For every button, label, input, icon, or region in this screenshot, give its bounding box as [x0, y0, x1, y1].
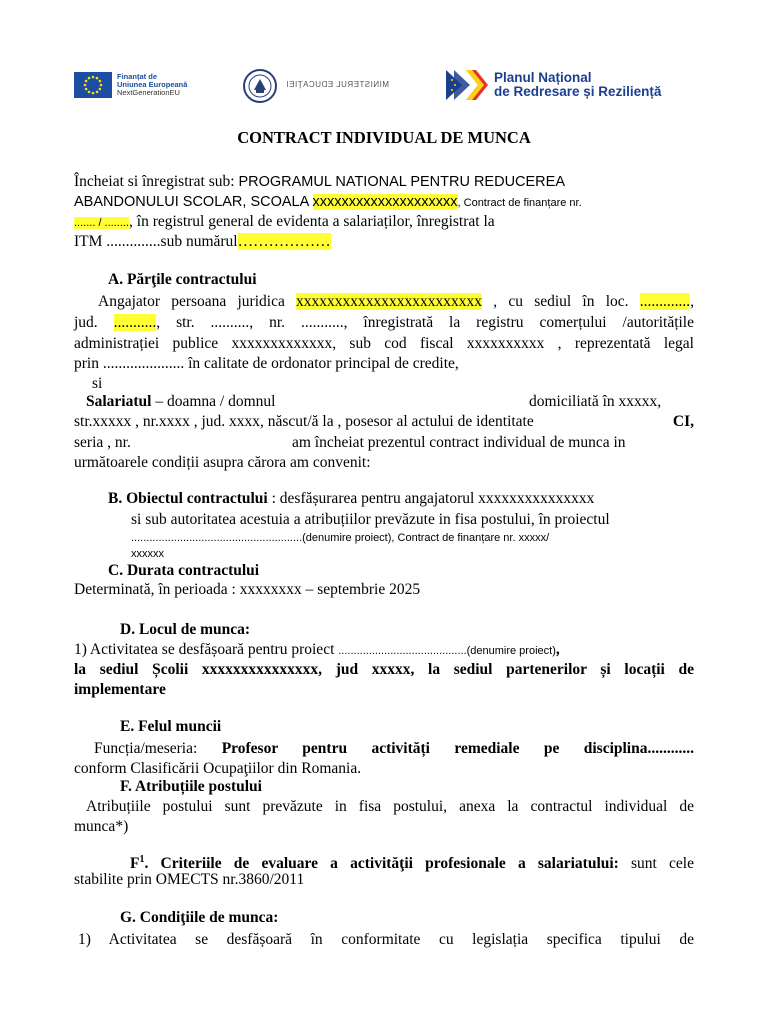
itm-label: ITM ..............sub numărul — [74, 233, 238, 250]
text: 1) Activitatea se desfășoară pentru proiect — [74, 641, 339, 658]
section-f-line-1: Atribuțiile postului sunt prevăzute in fisa postului, anexa la contractul individual de — [86, 798, 694, 815]
text: , — [555, 641, 560, 658]
section-a-line-8: următoarele condiții asupra cărora am convenit: — [74, 454, 371, 471]
text: Angajator persoana juridica — [98, 293, 297, 310]
intro-line-4 — [74, 232, 694, 252]
section-a-line-7 — [74, 433, 694, 453]
section-c-line-1: Determinată, în perioada : xxxxxxxx – septembrie 2025 — [74, 581, 421, 598]
employer-locality: ............. — [639, 293, 691, 310]
employee-label: Salariatul — [86, 393, 152, 410]
project-name: ..........................................(denumire proiect) — [338, 645, 556, 657]
section-e-line-2: conform Clasificării Ocupaţiilor din Romania. — [74, 760, 362, 777]
employer-county: ........... — [113, 314, 157, 331]
text: sunt cele — [618, 855, 694, 873]
section-d-line-2: la sediul Școlii xxxxxxxxxxxxxxx, jud xxxxx, la sediul partenerilor și locații de — [74, 661, 694, 678]
text: seria , nr. — [74, 434, 131, 451]
section-f1-heading: . Criteriile de evaluare a activităţii profesionale a salariatului: — [144, 855, 619, 873]
section-g-heading: G. Condiţiile de munca: — [120, 909, 279, 926]
eu-text-line2: Uniunea Europeană — [117, 80, 188, 89]
section-e-heading: E. Felul muncii — [120, 718, 222, 735]
pnrr-text-line1: Planul Național — [494, 70, 592, 85]
employer-name: xxxxxxxxxxxxxxxxxxxxxxxx — [296, 293, 483, 310]
section-a-heading: A. Părţile contractului — [108, 271, 257, 288]
section-a-line-6 — [74, 412, 694, 432]
text: str.xxxxx , nr.xxxx , jud. xxxx, născut/ă la , posesor al actului de identitate — [74, 413, 534, 430]
eu-text-line1: Finanțat de — [117, 72, 158, 81]
section-b-line-1 — [108, 489, 694, 509]
section-a-line-1 — [98, 292, 694, 312]
text: jud. — [74, 314, 114, 331]
section-a-line-3: administrației publice xxxxxxxxxxxxx, sub cod fiscal xxxxxxxxxx , reprezentată legal — [74, 335, 694, 352]
intro-text: , în registrul general de evidenta a salariaților, înregistrat la — [129, 213, 495, 230]
text: domiciliată în xxxxx, — [529, 393, 662, 410]
contract-label: , Contract de finanțare nr. — [457, 197, 582, 209]
eu-logo — [74, 72, 187, 98]
pnrr-text-line2: de Redresare și Reziliență — [494, 84, 662, 99]
ministry-seal-icon — [242, 68, 278, 104]
section-f-line-2: munca*) — [74, 818, 129, 835]
section-e-line-1 — [94, 739, 694, 759]
eu-text-line3: NextGenerationEU — [117, 88, 180, 97]
job-title: Profesor pentru activități remediale pe disciplina............ — [221, 740, 694, 757]
id-type: CI, — [672, 413, 694, 430]
text: Funcția/meseria: — [94, 740, 222, 757]
document-title: CONTRACT INDIVIDUAL DE MUNCA — [237, 128, 531, 147]
section-c-heading: C. Durata contractului — [108, 562, 260, 579]
section-d-line-3: implementare — [74, 681, 166, 698]
school-name: xxxxxxxxxxxxxxxxxxxx — [312, 194, 458, 210]
text: am încheiat prezentul contract individual de munca in — [292, 434, 626, 451]
section-b-heading: B. Obiectul contractului — [108, 490, 268, 507]
section-d-line-1 — [74, 640, 694, 661]
intro-line-1 — [74, 172, 694, 192]
pnrr-logo — [446, 70, 661, 100]
section-b-line-3: ........................................................(denumire proiect), Contract de finanțare nr. xxxxx/ — [131, 532, 550, 544]
section-a-line-5 — [86, 392, 694, 412]
intro-line-3 — [74, 212, 694, 233]
section-f1-sup: 1 — [139, 854, 145, 865]
text: , str. .........., nr. ..........., înregistrată la registru comerțului /autoritățile — [156, 314, 694, 331]
intro-text: Încheiat si înregistrat sub: — [74, 173, 239, 190]
itm-number: ……………… — [237, 233, 331, 250]
section-d-heading: D. Locul de munca: — [120, 621, 251, 638]
section-b-line-4: xxxxxx — [131, 548, 164, 560]
pnrr-mark-icon — [446, 70, 488, 100]
section-g-line-1: 1) Activitatea se desfășoară în conformitate cu legislația specifica tipului de — [78, 931, 694, 948]
section-b-line-2: si sub autoritatea acestuia a atribuțiilor prevăzute in fisa postului, în proiectul — [131, 511, 610, 528]
section-f1-line-2: stabilite prin OMECTS nr.3860/2011 — [74, 871, 305, 888]
eu-flag-icon — [74, 72, 112, 98]
section-a-line-4: prin ..................... în calitate de ordonator principal de credite, — [74, 355, 459, 372]
section-a-si: si — [92, 375, 103, 392]
text: , cu sediul în loc. — [482, 293, 640, 310]
text: – doamna / domnul — [151, 393, 276, 410]
intro-line-2 — [74, 192, 694, 213]
program-name: PROGRAMUL NATIONAL PENTRU REDUCEREA — [238, 174, 565, 190]
register-number: ....... / ........ — [74, 217, 130, 229]
section-f1-prefix: F — [130, 855, 140, 873]
section-f-heading: F. Atribuțiile postului — [120, 778, 262, 795]
text: : desfășurarea pentru angajatorul xxxxxxxxxxxxxxx — [267, 490, 595, 507]
ministry-name: MINISTERUL EDUCAȚIEI — [286, 80, 390, 89]
logos-header — [0, 66, 768, 106]
text: , — [690, 293, 694, 310]
program-name-cont: ABANDONULUI SCOLAR, SCOALA — [74, 194, 313, 210]
section-a-line-2 — [74, 313, 694, 333]
